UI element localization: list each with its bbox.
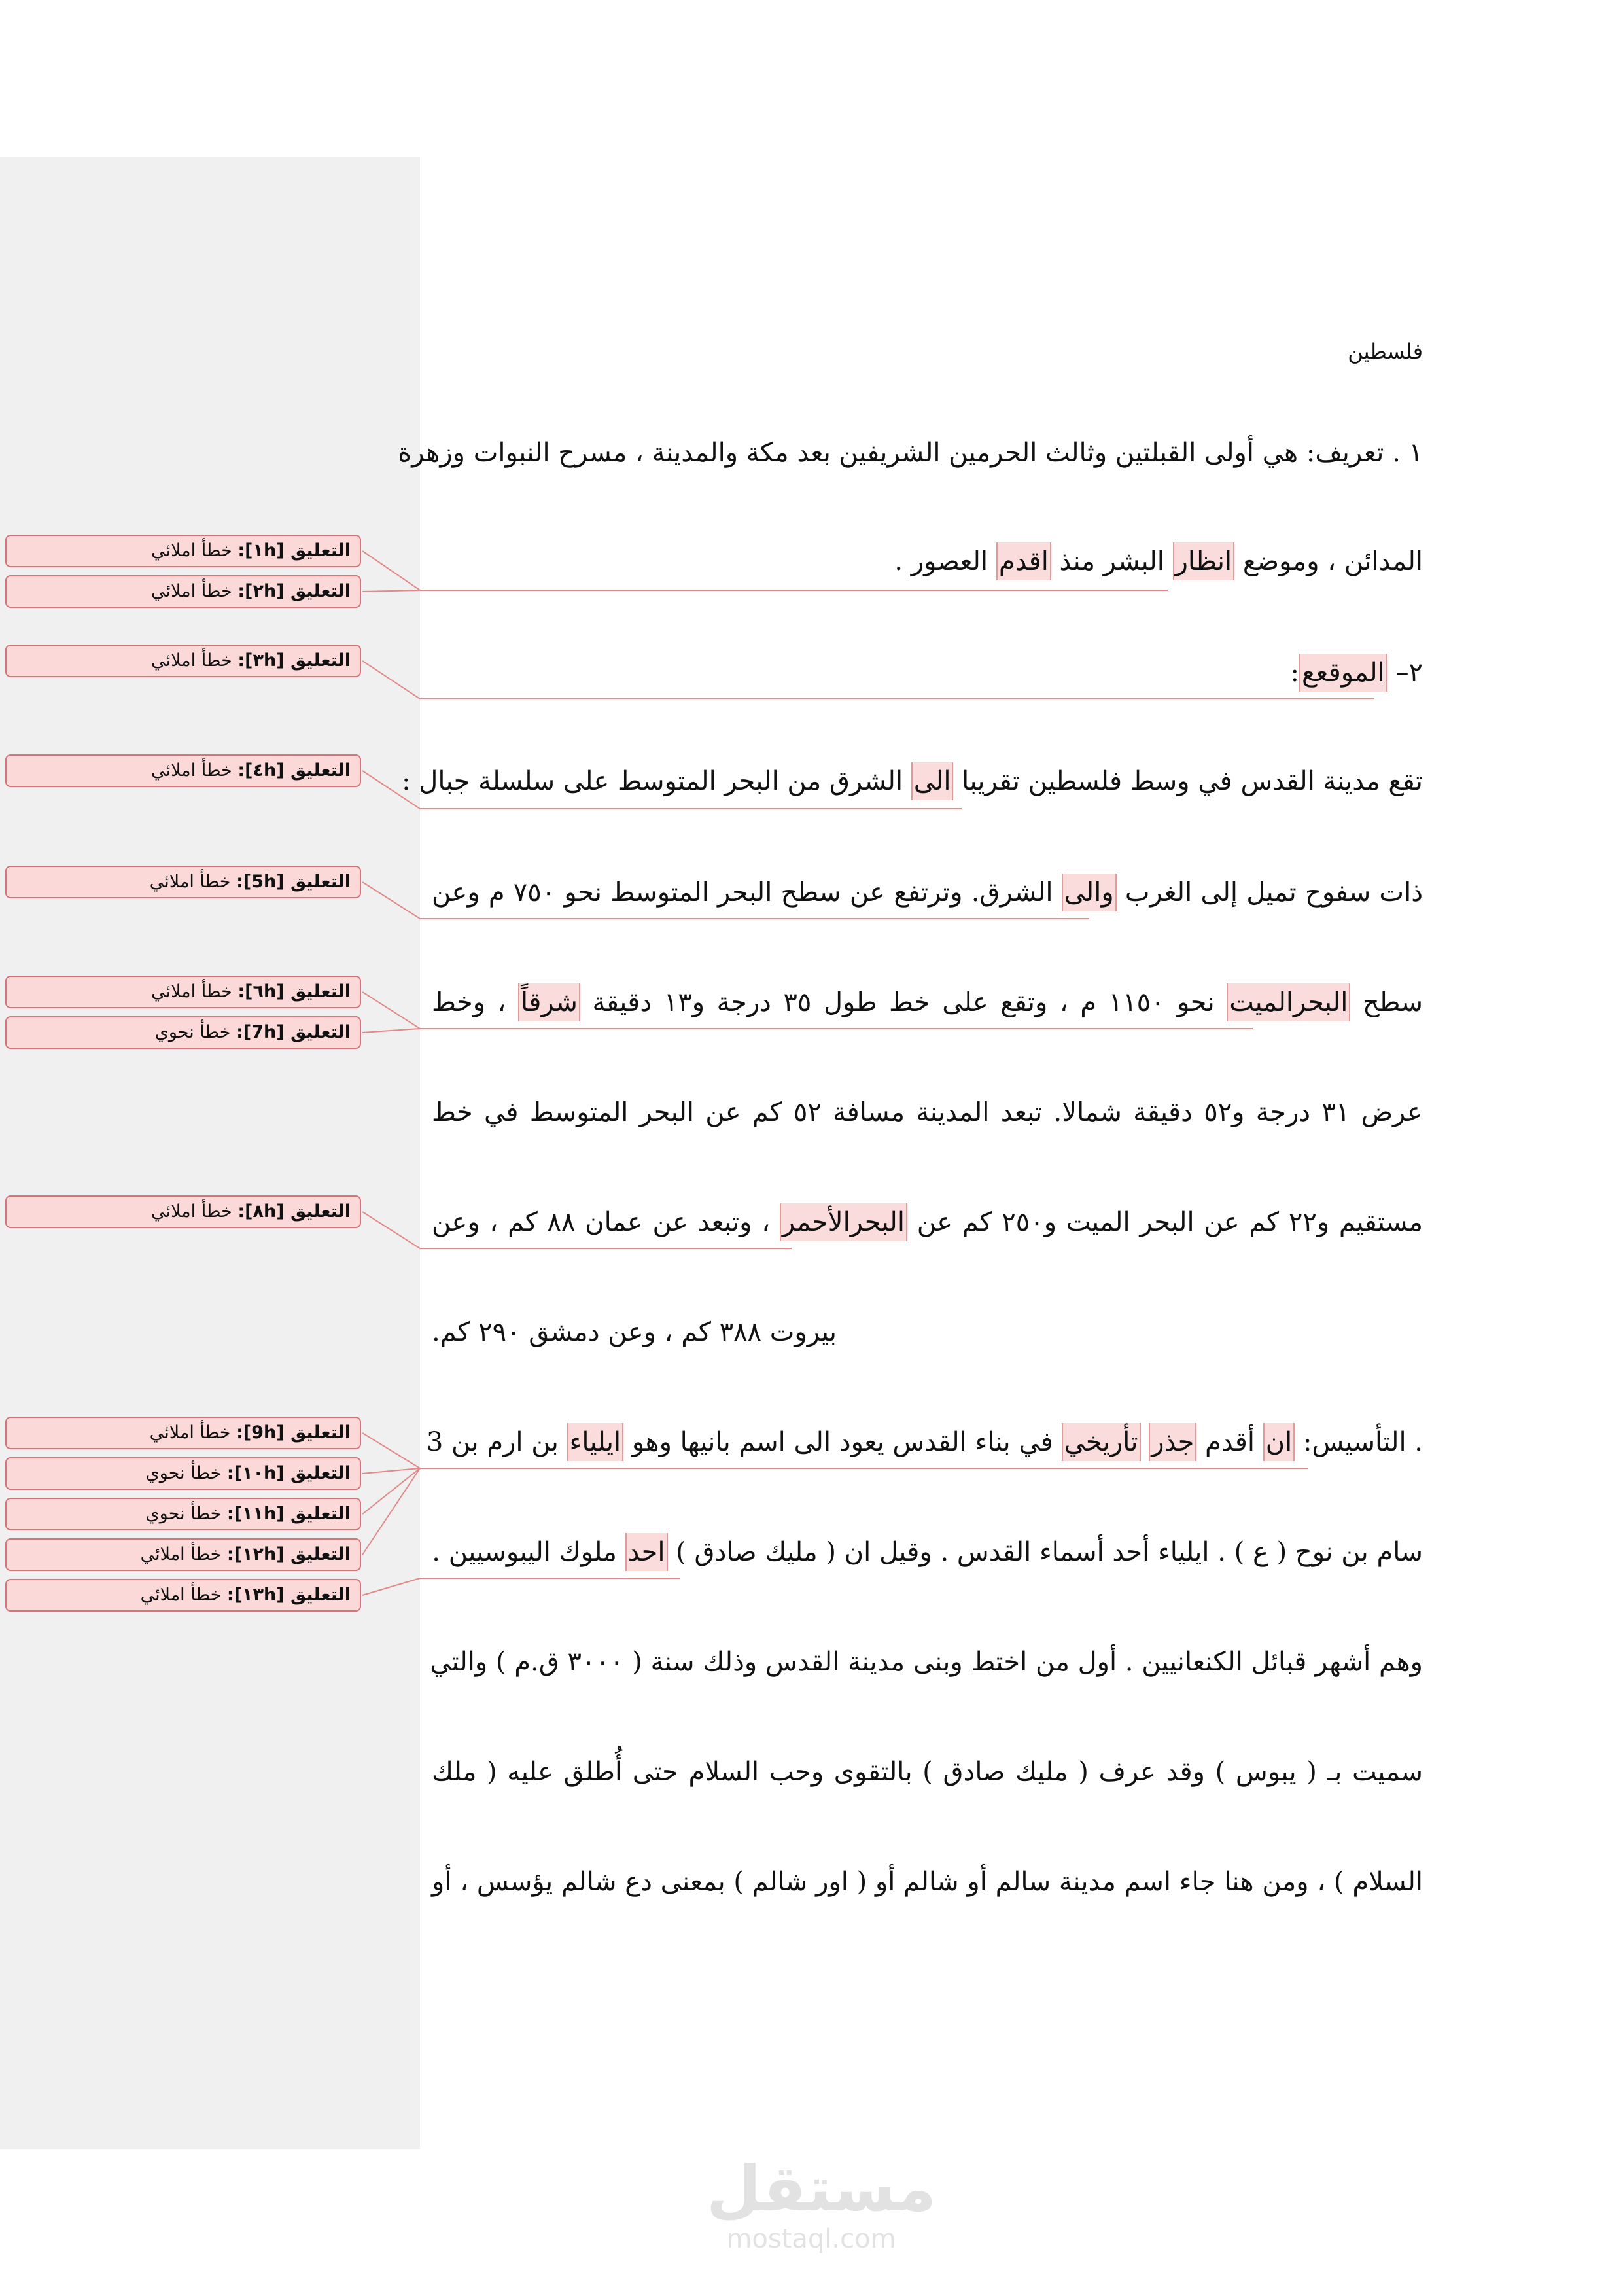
comment-balloon[interactable]: [5, 754, 361, 787]
highlighted-word[interactable]: تأريخي: [1062, 1423, 1141, 1461]
text-line: المدائن ، وموضع انظار البشر منذ اقدم العصور .: [432, 543, 1423, 580]
comment-connector: [362, 551, 1168, 590]
comment-text: خطأ املائي: [151, 581, 238, 601]
text-line: ذات سفوح تميل إلى الغرب والى الشرق. وترتفع عن سطح البحر المتوسط نحو ٧٥٠ م وعن: [432, 874, 1423, 911]
comment-text: خطأ املائي: [151, 1201, 238, 1222]
comment-connector: [362, 1212, 792, 1248]
comment-balloon[interactable]: [5, 1457, 361, 1490]
highlighted-word[interactable]: جذر: [1149, 1423, 1196, 1461]
highlighted-word[interactable]: الموقعع: [1299, 654, 1387, 692]
highlighted-word[interactable]: ان: [1263, 1423, 1295, 1461]
comment-label: التعليق [٢h]:: [237, 581, 351, 601]
comment-connector: [362, 661, 1374, 699]
comment-balloon[interactable]: [5, 645, 361, 677]
highlighted-word[interactable]: ايلياء: [567, 1423, 624, 1461]
comment-label: التعليق [7h]:: [236, 1022, 351, 1042]
highlighted-word[interactable]: انظار: [1173, 542, 1235, 580]
comment-text: خطأ املائي: [151, 650, 238, 671]
text-line: عرض ٣١ درجة و٥٢ دقيقة شمالا. تبعد المدينة مسافة ٥٢ كم عن البحر المتوسط في خط: [432, 1097, 1423, 1127]
text-line: ١ . تعريف: هي أولى القبلتين وثالث الحرمين الشريفين بعد مكة والمدينة ، مسرح النبوات وزهرة: [398, 438, 1423, 468]
comment-label: التعليق [٤h]:: [237, 760, 351, 781]
highlighted-word[interactable]: اقدم: [996, 542, 1051, 580]
comment-label: التعليق [٨h]:: [237, 1201, 351, 1222]
text-line: بيروت ٣٨٨ كم ، وعن دمشق ٢٩٠ كم.: [432, 1317, 837, 1347]
comment-label: التعليق [١٣h]:: [226, 1585, 351, 1605]
comment-balloon[interactable]: [5, 976, 361, 1008]
comment-balloon[interactable]: [5, 535, 361, 567]
comment-text: خطأ املائي: [149, 872, 237, 892]
comment-connector: [362, 882, 1089, 919]
highlighted-word[interactable]: والى: [1062, 874, 1117, 911]
comment-label: التعليق [٦h]:: [237, 981, 351, 1002]
text-line: مستقيم و٢٢ كم عن البحر الميت و٢٥٠ كم عن البحرالأحمر ، وتبعد عن عمان ٨٨ كم ، وعن: [432, 1204, 1423, 1241]
comment-text: خطأ نحوي: [145, 1504, 227, 1524]
comment-text: خطأ املائي: [151, 540, 238, 561]
comment-balloon[interactable]: [5, 1417, 361, 1449]
comment-connector: [362, 1468, 420, 1474]
comment-connector: [362, 771, 962, 809]
comment-text: خطأ نحوي: [154, 1022, 237, 1042]
highlighted-word[interactable]: الى: [911, 762, 954, 800]
text-line: تقع مدينة القدس في وسط فلسطين تقريبا الى الشرق من البحر المتوسط على سلسلة جبال :: [432, 763, 1423, 800]
comment-label: التعليق [١٠h]:: [226, 1463, 351, 1483]
comment-connector: [362, 1468, 420, 1514]
comment-text: خطأ نحوي: [145, 1463, 227, 1483]
comment-connector: [362, 1029, 420, 1033]
comment-connector: [362, 992, 1253, 1029]
comment-balloon[interactable]: [5, 1538, 361, 1571]
comment-balloon[interactable]: [5, 1579, 361, 1612]
comment-balloon[interactable]: [5, 1195, 361, 1228]
comment-balloon[interactable]: [5, 575, 361, 608]
comment-label: التعليق [5h]:: [236, 872, 351, 892]
comment-label: التعليق [١١h]:: [226, 1504, 351, 1524]
mostaql-watermark: [707, 2152, 937, 2254]
text-line: سام بن نوح ( ع ) . ايلياء أحد أسماء القدس . وقيل ان ( مليك صادق ) احد ملوك اليبوسيين .: [432, 1534, 1423, 1570]
comment-balloon[interactable]: [5, 1498, 361, 1530]
comment-connector: [362, 1578, 680, 1595]
watermark-latin: mostaql.com: [726, 2224, 896, 2254]
comment-connector: [362, 1468, 420, 1555]
comment-connector: [362, 1433, 1308, 1468]
highlighted-word[interactable]: البحرالميت: [1227, 983, 1350, 1021]
text-line: ٢– الموقعع:: [432, 654, 1423, 691]
comment-label: التعليق [١h]:: [237, 540, 351, 561]
highlighted-word[interactable]: احد: [625, 1533, 668, 1571]
text-line: السلام ) ، ومن هنا جاء اسم مدينة سالم أو شالم أو ( اور شالم ) بمعنى دع شالم يؤسس ، أو: [432, 1867, 1423, 1897]
comment-balloon[interactable]: [5, 866, 361, 898]
comment-balloon[interactable]: [5, 1016, 361, 1049]
document-header-title: فلسطين: [1348, 339, 1423, 364]
comment-text: خطأ املائي: [140, 1585, 227, 1605]
watermark-arabic: مستقل: [707, 2152, 937, 2225]
comment-label: التعليق [٣h]:: [237, 650, 351, 671]
comment-label: التعليق [9h]:: [236, 1422, 351, 1443]
comment-connector: [362, 590, 420, 592]
comment-text: خطأ املائي: [149, 1422, 237, 1443]
text-line: سطح البحرالميت نحو ١١٥٠ م ، وتقع على خط طول ٣٥ درجة و١٣ دقيقة شرقاً ، وخط: [432, 984, 1423, 1021]
text-line: سميت بـ ( يبوس ) وقد عرف ( مليك صادق ) بالتقوى وحب السلام حتى أُطلق عليه ( ملك: [432, 1757, 1423, 1787]
comment-text: خطأ املائي: [140, 1544, 227, 1564]
highlighted-word[interactable]: البحرالأحمر: [780, 1203, 907, 1241]
comment-label: التعليق [١٢h]:: [226, 1544, 351, 1564]
comment-text: خطأ املائي: [151, 760, 238, 781]
highlighted-word[interactable]: شرقاً: [518, 983, 580, 1021]
text-line: . التأسيس: ان أقدم جذر تأريخي في بناء القدس يعود الى اسم بانيها وهو ايلياء بن ارم بن 3: [432, 1424, 1423, 1460]
comment-text: خطأ املائي: [151, 981, 238, 1002]
text-line: وهم أشهر قبائل الكنعانيين . أول من اختط وبنى مدينة القدس وذلك سنة ( ٣٠٠٠ ق.م ) والتي: [430, 1647, 1423, 1677]
